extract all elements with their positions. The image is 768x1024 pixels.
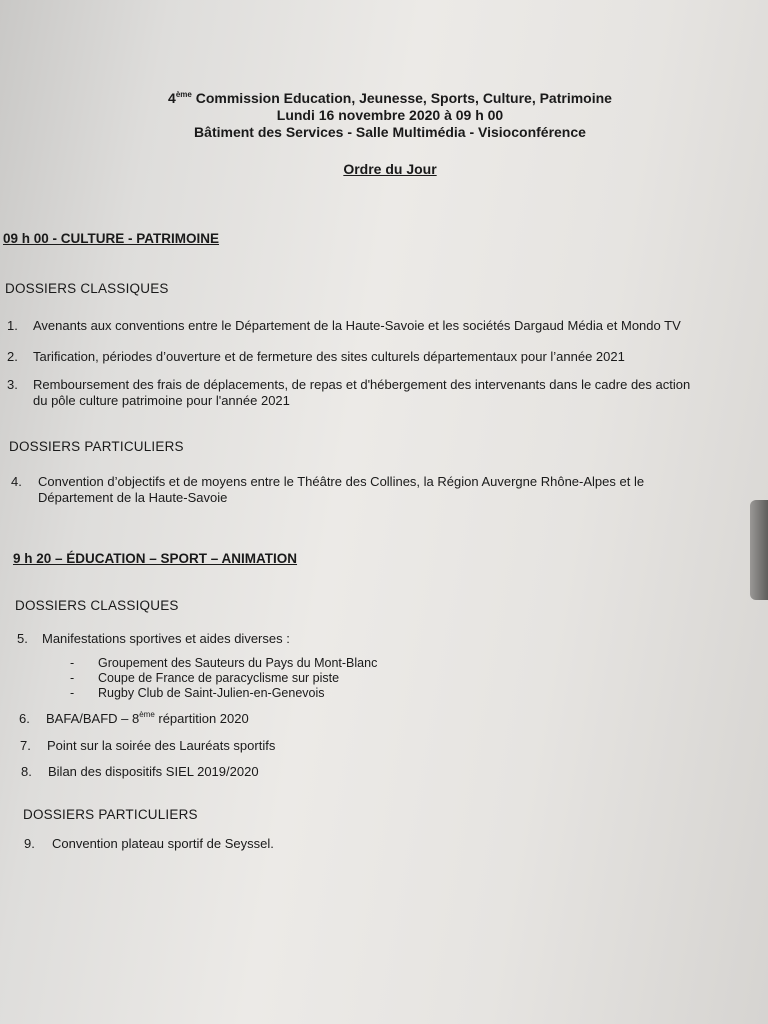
dossiers-particuliers-label: DOSSIERS PARTICULIERS bbox=[9, 439, 184, 454]
section-heading-education: 9 h 20 – ÉDUCATION – SPORT – ANIMATION bbox=[13, 551, 298, 566]
dossiers-particuliers-label: DOSSIERS PARTICULIERS bbox=[23, 807, 198, 822]
section-heading-culture: 09 h 00 - CULTURE - PATRIMOINE bbox=[3, 231, 220, 246]
page-title: Ordre du Jour bbox=[343, 161, 437, 177]
screen-edge bbox=[750, 500, 768, 600]
header-line-2: Lundi 16 novembre 2020 à 09 h 00 bbox=[276, 107, 504, 123]
header-line-3: Bâtiment des Services - Salle Multimédia - Visioconférence bbox=[194, 124, 586, 140]
document-header bbox=[150, 90, 630, 141]
document-page: 4ème Commission Education, Jeunesse, Sports, Culture, Patrimoine Lundi 16 novembre 2020 à 09 h 00 Bâtiment des Services - Salle Multimédia - Visioconférence Ordre du Jour 09 h 00 - CULTURE - PATRIMOINE DOSSIERS CLASSIQUES 1. Avenants aux conventions entre le Département de la Haute-Savoie et les sociétés Dargaud Média et Mondo TV 2. Tarification, périodes d’ouverture et de fermeture des sites culturels départementaux pour l’année 2021 3. Remboursement des frais de déplacements, de repas et d'hébergement des intervenants dans le cadre des action du pôle culture patrimoine pour l'année 2021 DOSSIERS PARTICULIERS 4. Convention d’objectifs et de moyens entre le Théâtre des Collines, la Région Auvergne Rhône-Alpes et le Département de la Haute-Savoie 9 h 20 – ÉDUCATION – SPORT – ANIMATION DOSSIERS CLASSIQUES 5. Manifestations sportives et aides diverses : - Groupement des Sauteurs du Pays du Mont-Blanc - Coupe de France de paracyclisme sur piste - Rugby Club de Saint-Julien-en-Genevois 6. BAFA/BAFD – 8ème répartition 2020 7. Point sur la soirée des Lauréats sportifs 8. Bilan des dispositifs SIEL 2019/2020 DOSSIERS PARTICULIERS 9. Convention plateau sportif de Seyssel. bbox=[0, 0, 768, 1024]
dossiers-classiques-label: DOSSIERS CLASSIQUES bbox=[15, 598, 179, 613]
header-line-1: 4ème Commission Education, Jeunesse, Sports, Culture, Patrimoine bbox=[168, 90, 612, 106]
dossiers-classiques-label: DOSSIERS CLASSIQUES bbox=[5, 281, 169, 296]
